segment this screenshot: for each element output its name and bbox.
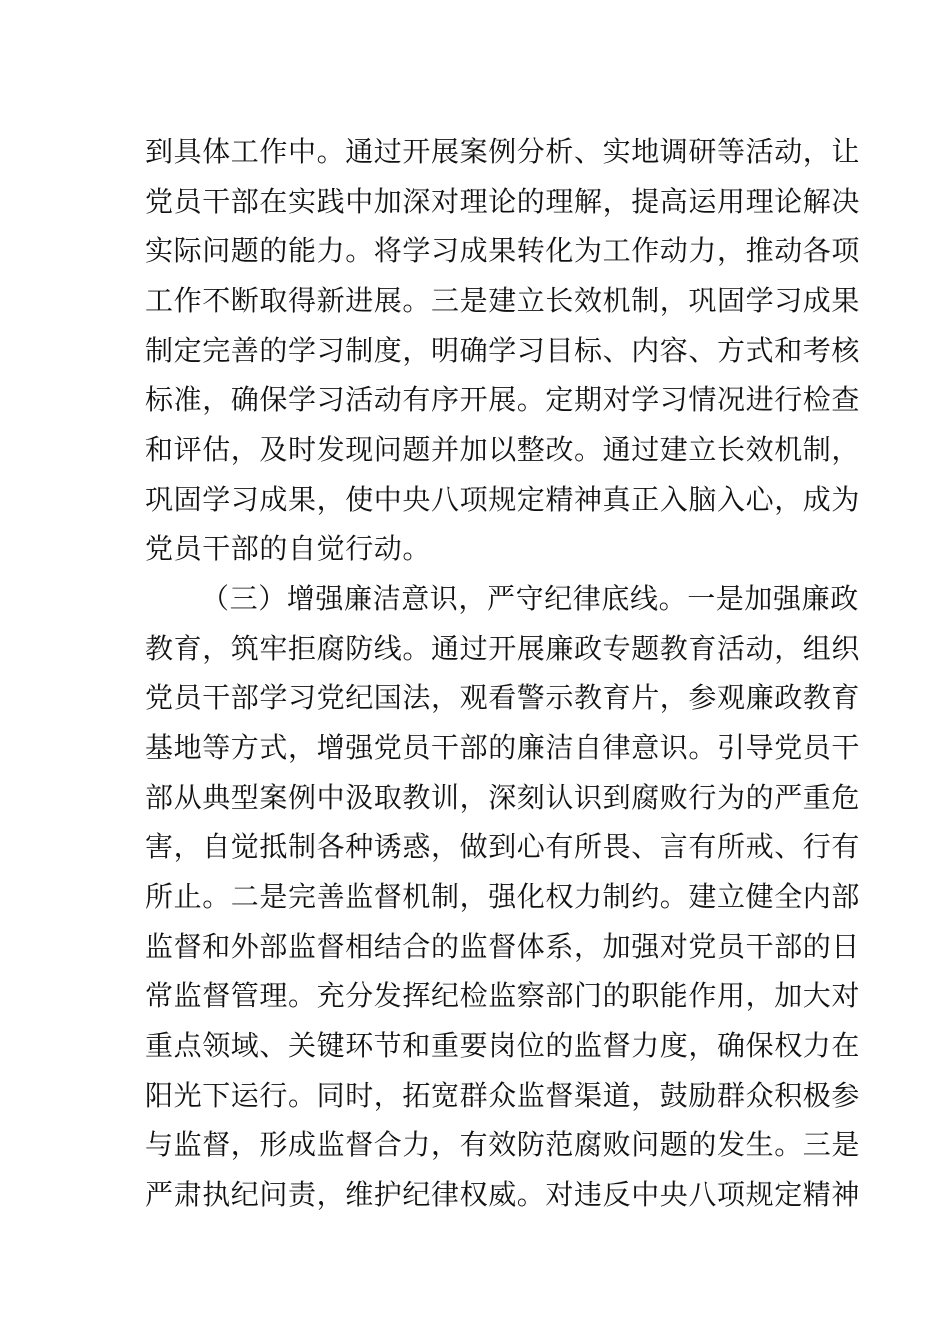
body-text-line: 基地等方式，增强党员干部的廉洁自律意识。引导党员干 — [145, 731, 861, 764]
body-text-line: 严肃执纪问责，维护纪律权威。对违反中央八项规定精神 — [145, 1178, 861, 1211]
body-text-line: 教育，筑牢拒腐防线。通过开展廉政专题教育活动，组织 — [145, 632, 861, 665]
body-text-line: 和评估，及时发现问题并加以整改。通过建立长效机制， — [145, 433, 861, 466]
body-text-line: 工作不断取得新进展。三是建立长效机制，巩固学习成果 — [145, 284, 861, 317]
body-text-line: 实际问题的能力。将学习成果转化为工作动力，推动各项 — [145, 234, 861, 267]
body-text-line: 重点领域、关键环节和重要岗位的监督力度，确保权力在 — [145, 1029, 861, 1062]
body-text-line: 监督和外部监督相结合的监督体系，加强对党员干部的日 — [145, 930, 861, 963]
body-text-line: 党员干部学习党纪国法，观看警示教育片，参观廉政教育 — [145, 681, 861, 714]
body-text-line: 到具体工作中。通过开展案例分析、实地调研等活动，让 — [145, 135, 861, 168]
body-text-line: 部从典型案例中汲取教训，深刻认识到腐败行为的严重危 — [145, 781, 861, 814]
body-text-line: 党员干部的自觉行动。 — [145, 532, 432, 565]
body-text-line: 标准，确保学习活动有序开展。定期对学习情况进行检查 — [145, 383, 861, 416]
body-text-line: 常监督管理。充分发挥纪检监察部门的职能作用，加大对 — [145, 979, 861, 1012]
body-text-line: 巩固学习成果，使中央八项规定精神真正入脑入心，成为 — [145, 483, 861, 516]
body-text-line: 党员干部在实践中加深对理论的理解，提高运用理论解决 — [145, 185, 861, 218]
body-text-line: 制定完善的学习制度，明确学习目标、内容、方式和考核 — [145, 334, 861, 367]
section-heading-line: （三）增强廉洁意识，严守纪律底线。一是加强廉政 — [201, 582, 859, 615]
body-text-line: 与监督，形成监督合力，有效防范腐败问题的发生。三是 — [145, 1128, 861, 1161]
body-text-line: 阳光下运行。同时，拓宽群众监督渠道，鼓励群众积极参 — [145, 1079, 861, 1112]
body-text-line: 害，自觉抵制各种诱惑，做到心有所畏、言有所戒、行有 — [145, 830, 861, 863]
body-text-line: 所止。二是完善监督机制，强化权力制约。建立健全内部 — [145, 880, 861, 913]
